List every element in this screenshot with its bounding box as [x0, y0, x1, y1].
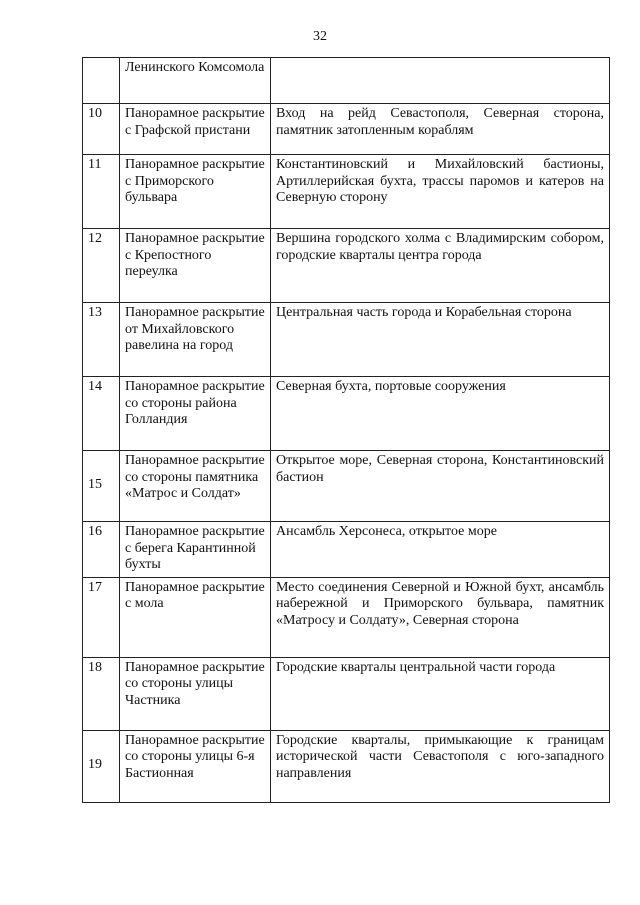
table-row — [83, 155, 610, 229]
row-number-cell: 11 — [83, 155, 120, 229]
table-row — [83, 451, 610, 522]
view-description-cell: Городские кварталы, примыкающие к границам исторической части Севастополя с юго-западного направления — [271, 730, 610, 802]
view-description-cell: Вход на рейд Севастополя, Северная сторона, памятник затопленным кораблям — [271, 104, 610, 155]
view-description-cell: Ансамбль Херсонеса, открытое море — [271, 522, 610, 578]
table-row — [83, 730, 610, 802]
row-number-cell: 16 — [83, 522, 120, 578]
viewpoint-cell: Панорамное раскрытие с Приморского бульвара — [120, 155, 271, 229]
view-description-cell: Вершина городского холма с Владимирским собором, городские кварталы центра города — [271, 229, 610, 303]
view-description-cell: Северная бухта, портовые сооружения — [271, 377, 610, 451]
row-number-cell: 18 — [83, 657, 120, 730]
view-description-cell: Открытое море, Северная сторона, Константиновский бастион — [271, 451, 610, 522]
viewpoint-cell: Панорамное раскрытие со стороны района Голландия — [120, 377, 271, 451]
row-number-cell: 15 — [83, 451, 120, 522]
viewpoints-table — [82, 57, 610, 803]
table-row — [83, 104, 610, 155]
viewpoint-cell: Панорамное раскрытие с мола — [120, 577, 271, 657]
page-number: 32 — [313, 29, 327, 44]
row-number-cell: 19 — [83, 730, 120, 802]
viewpoint-cell: Панорамное раскрытие со стороны памятника «Матрос и Солдат» — [120, 451, 271, 522]
row-number-cell: 17 — [83, 577, 120, 657]
viewpoint-cell: Панорамное раскрытие со стороны улицы Частника — [120, 657, 271, 730]
view-description-cell — [271, 58, 610, 104]
view-description-cell: Место соединения Северной и Южной бухт, ансамбль набережной и Приморского бульвара, памятник «Матросу и Солдату», Северная сторона — [271, 577, 610, 657]
table-row — [83, 577, 610, 657]
table-row — [83, 229, 610, 303]
table-row — [83, 657, 610, 730]
row-number-cell: 12 — [83, 229, 120, 303]
table-row — [83, 58, 610, 104]
row-number-cell: 13 — [83, 303, 120, 377]
viewpoint-cell: Панорамное раскрытие с Крепостного переулка — [120, 229, 271, 303]
viewpoint-cell: Ленинского Комсомола — [120, 58, 271, 104]
view-description-cell: Центральная часть города и Корабельная сторона — [271, 303, 610, 377]
row-number-cell: 14 — [83, 377, 120, 451]
row-number-cell: 10 — [83, 104, 120, 155]
view-description-cell: Городские кварталы центральной части города — [271, 657, 610, 730]
viewpoint-cell: Панорамное раскрытие с Графской пристани — [120, 104, 271, 155]
row-number-cell — [83, 58, 120, 104]
viewpoint-cell: Панорамное раскрытие от Михайловского равелина на город — [120, 303, 271, 377]
viewpoint-cell: Панорамное раскрытие со стороны улицы 6-я Бастионная — [120, 730, 271, 802]
table-row — [83, 377, 610, 451]
table-row — [83, 522, 610, 578]
view-description-cell: Константиновский и Михайловский бастионы, Артиллерийская бухта, трассы паромов и катеров на Северную сторону — [271, 155, 610, 229]
viewpoint-cell: Панорамное раскрытие с берега Карантинной бухты — [120, 522, 271, 578]
table-row — [83, 303, 610, 377]
